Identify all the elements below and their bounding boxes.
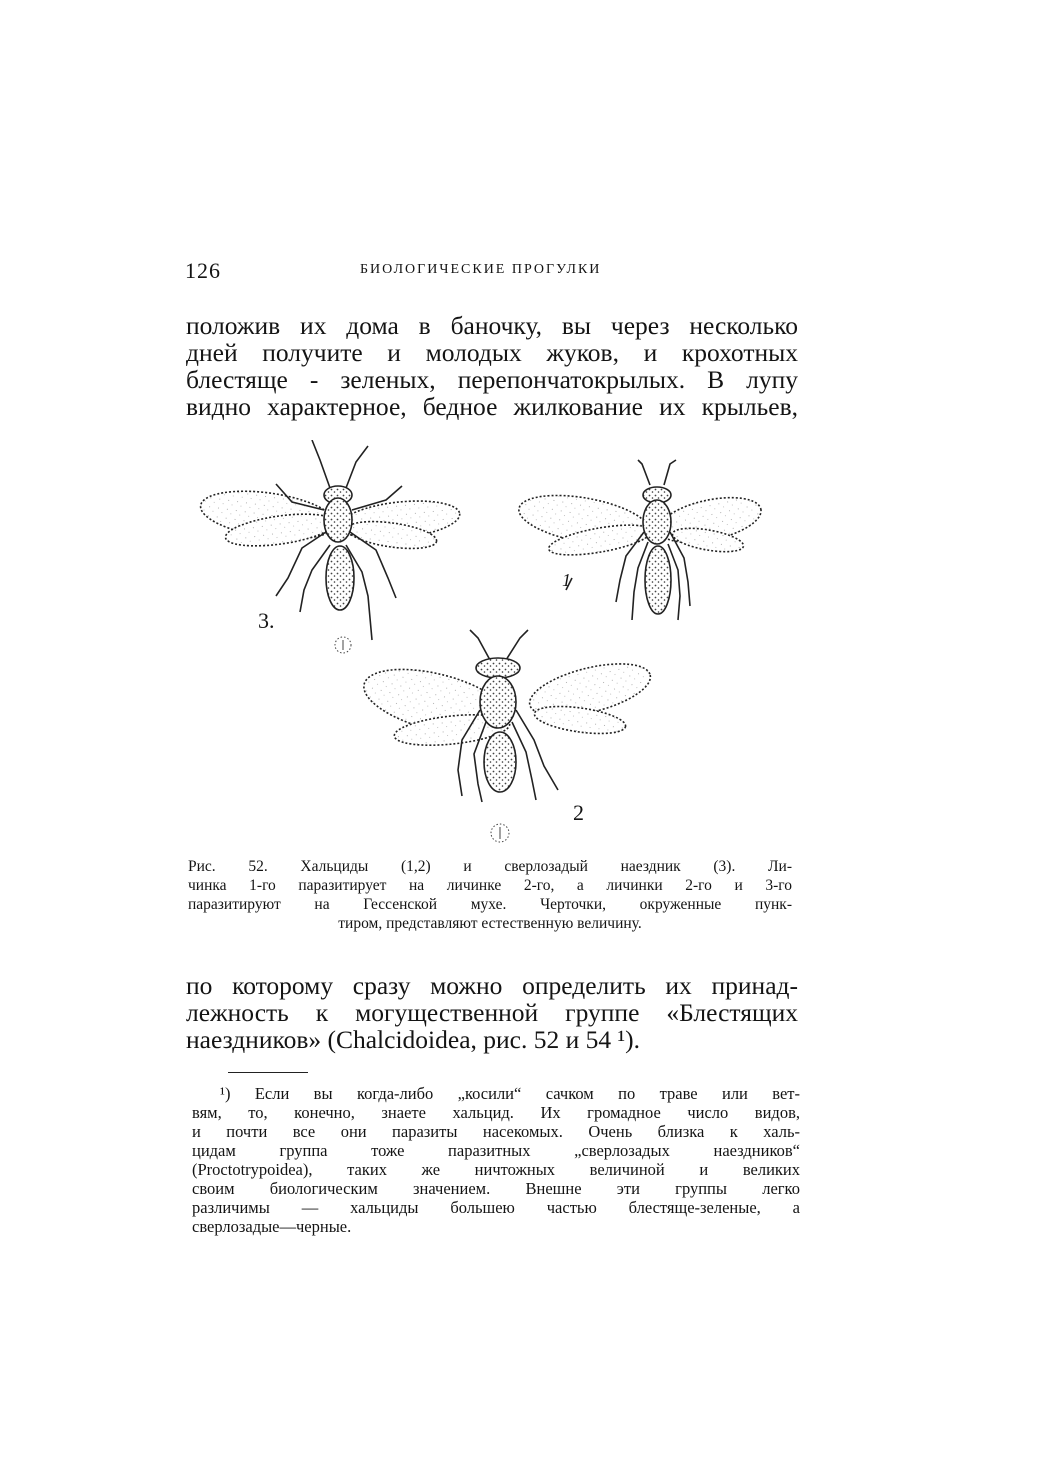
text-line: блестяще - зеленых, перепончатокрылых. В лупу [186, 365, 798, 394]
text-line: наездников» (Chalcidoidea, рис. 52 и 54 ¹). [186, 1025, 641, 1054]
text-line: дней получите и молодых жуков, и крохотных [186, 338, 798, 367]
body-text-bottom [186, 972, 798, 1053]
text-line: лежность к могущественной группе «Блестящих [186, 998, 798, 1027]
text-line: по которому сразу можно определить их принад- [186, 971, 798, 1000]
caption-line: чинка 1-го паразитирует на личинке 2-го, а личинки 2-го и 3-го [188, 877, 792, 894]
running-title: БИОЛОГИЧЕСКИЕ ПРОГУЛКИ [360, 262, 602, 277]
footnote-divider [228, 1072, 308, 1073]
footnote-line: и почти все они паразиты насекомых. Очень близка к халь- [192, 1122, 800, 1141]
body-text-top [186, 312, 798, 420]
insect-2-drawing [357, 630, 655, 802]
figure-label-2: 2 [573, 800, 584, 825]
figure-label-3: 3. [258, 608, 275, 633]
insect-figure [180, 440, 780, 850]
footnotes [192, 1084, 800, 1236]
figure-caption [188, 857, 792, 933]
caption-line: тиром, представляют естественную величину. [338, 915, 642, 932]
figure-label-1: 1 [562, 570, 571, 590]
running-head [185, 258, 795, 288]
page-number: 126 [185, 258, 221, 283]
footnote-line: различимы — хальциды большею частью блестяще-зеленые, а [192, 1198, 800, 1217]
footnote-line: (Proctotrypoidea), таких же ничтожных величиной и великих [192, 1160, 800, 1179]
footnote-line: ¹) Если вы когда-либо „косили“ сачком по траве или вет- [220, 1084, 800, 1103]
footnote-line: сверлозадые—черные. [192, 1217, 352, 1236]
footnote-line: своим биологическим значением. Внешне эти группы легко [192, 1179, 800, 1198]
caption-line: Рис. 52. Хальциды (1,2) и сверлозадый наездник (3). Ли- [188, 858, 792, 875]
insect-3-drawing [198, 440, 462, 640]
footnote-line: цидам группа тоже паразитных „сверлозадых наездников“ [192, 1141, 800, 1160]
text-line: видно характерное, бедное жилкование их крыльев, [186, 392, 798, 421]
footnote-line: вям, то, конечно, знаете хальцид. Их громадное число видов, [192, 1103, 800, 1122]
insect-1-drawing [515, 460, 765, 620]
caption-line: паразитируют на Гессенской мухе. Черточки, окруженные пунк- [188, 896, 792, 913]
text-line: положив их дома в баночку, вы через несколько [186, 311, 798, 340]
wasps-illustration [180, 440, 780, 850]
